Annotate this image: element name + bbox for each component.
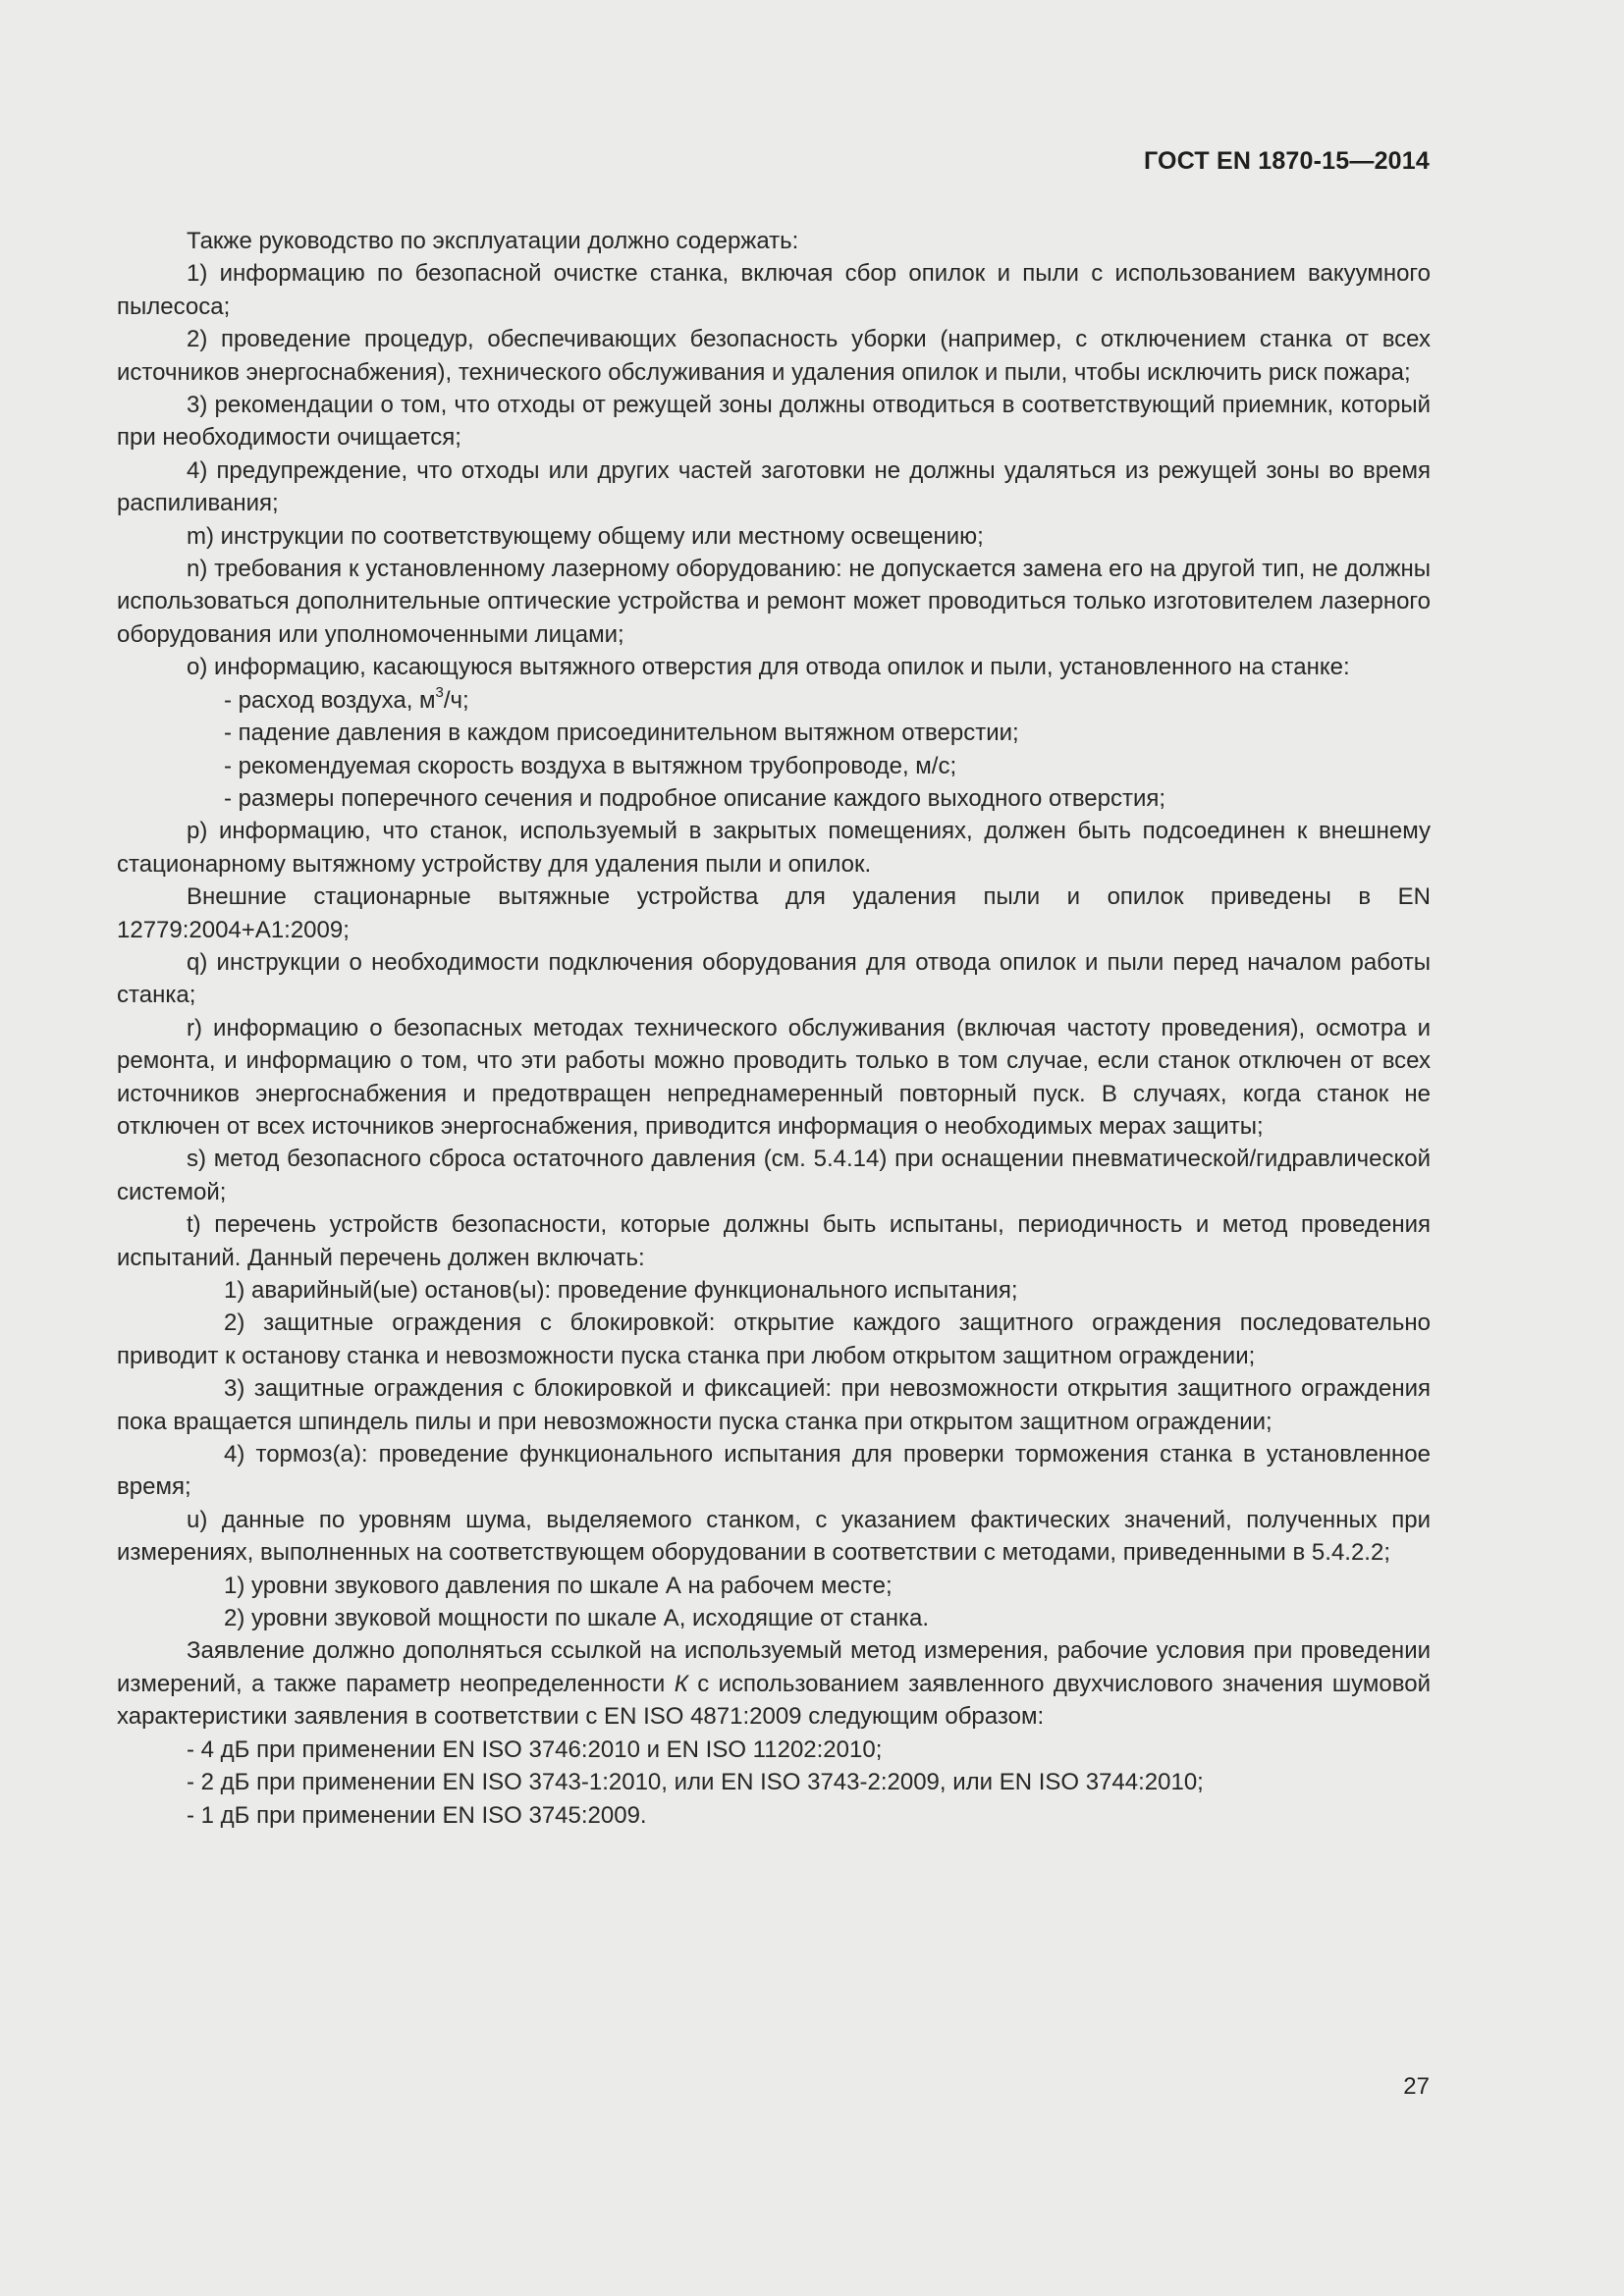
dash-item-air-speed: - рекомендуемая скорость воздуха в вытяжном трубопроводе, м/с; xyxy=(224,752,957,779)
document-body xyxy=(117,225,1431,1832)
sub-item-u2: 2) уровни звуковой мощности по шкале А, исходящие от станка. xyxy=(224,1605,929,1632)
list-item-2: 2) проведение процедур, обеспечивающих безопасность уборки (например, с отключением станка от всех источников энергоснабжения), технического обслуживания и удаления опилок и пыли, чтобы исключить риск пожара; xyxy=(117,326,1431,386)
list-item-3: 3) рекомендации о том, что отходы от режущей зоны должны отводиться в соответствующий приемник, который при необходимости очищается; xyxy=(117,392,1431,452)
list-item-u: u) данные по уровням шума, выделяемого станком, с указанием фактических значений, полученных при измерениях, выполненных на соответствующем оборудовании в соответствии с методами, приведенными в 5.4.2.2; xyxy=(117,1506,1431,1567)
sub-item-t2: 2) защитные ограждения с блокировкой: открытие каждого защитного ограждения последовательно приводит к останову станка и невозможности пуска станка при любом открытом защитном ограждении; xyxy=(117,1309,1431,1369)
list-item-s: s) метод безопасного сброса остаточного давления (см. 5.4.14) при оснащении пневматической/гидравлической системой; xyxy=(117,1146,1431,1205)
paragraph-intro: Также руководство по эксплуатации должно содержать: xyxy=(187,228,799,254)
sub-item-t4: 4) тормоз(а): проведение функционального испытания для проверки торможения станка в установленное время; xyxy=(117,1441,1431,1501)
sub-item-t1: 1) аварийный(ые) останов(ы): проведение функционального испытания; xyxy=(224,1277,1018,1304)
list-item-p: р) информацию, что станок, используемый в закрытых помещениях, должен быть подсоединен к внешнему стационарному вытяжному устройству для удаления пыли и опилок. xyxy=(117,818,1431,878)
uncertainty-item-4db: - 4 дБ при применении EN ISO 3746:2010 и EN ISO 11202:2010; xyxy=(187,1735,883,1763)
page-number: 27 xyxy=(1403,2073,1430,2100)
dash-item-pressure-drop: - падение давления в каждом присоединительном вытяжном отверстии; xyxy=(224,720,1019,747)
dash-item-air-flow-unit: /ч; xyxy=(443,686,469,714)
sub-item-t3: 3) защитные ограждения с блокировкой и фиксацией: при невозможности открытия защитного ограждения пока вращается шпиндель пилы и при невозможности пуска станка при открытом защитном ограждении; xyxy=(117,1375,1431,1435)
list-item-r: r) информацию о безопасных методах технического обслуживания (включая частоту проведения), осмотра и ремонта, и информацию о том, что эти работы можно проводить только в том случае, если станок отключен от всех источников энергоснабжения и предотвращен непреднамеренный повторный пуск. В случаях, когда станок не отключен от всех источников энергоснабжения, приводится информация о необходимых мерах защиты; xyxy=(117,1014,1431,1140)
declaration-text-b: с использованием заявленного двухчислового значения шумовой характеристики заявления в соответствии с EN ISO 4871:2009 следующим образом: xyxy=(117,1670,1431,1731)
uncertainty-item-1db: - 1 дБ при применении EN ISO 3745:2009. xyxy=(187,1801,647,1829)
list-item-t: t) перечень устройств безопасности, которые должны быть испытаны, периодичность и метод проведения испытаний. Данный перечень должен включать: xyxy=(117,1211,1431,1271)
uncertainty-item-2db: - 2 дБ при применении EN ISO 3743-1:2010, или EN ISO 3743-2:2009, или EN ISO 3744:2010; xyxy=(187,1769,1204,1796)
list-item-q: q) инструкции о необходимости подключения оборудования для отвода опилок и пыли перед началом работы станка; xyxy=(117,948,1431,1009)
list-item-o: о) информацию, касающуюся вытяжного отверстия для отвода опилок и пыли, установленного на станке: xyxy=(187,654,1350,681)
dash-item-cross-section: - размеры поперечного сечения и подробное описание каждого выходного отверстия; xyxy=(224,784,1166,812)
list-item-4: 4) предупреждение, что отходы или других частей заготовки не должны удаляться из режущей зоны во время распиливания; xyxy=(117,456,1431,517)
paragraph-declaration xyxy=(117,1634,1431,1733)
declaration-text-a: Заявление должно дополняться ссылкой на используемый метод измерения, рабочие условия при проведении измерений, а также параметр неопределенности xyxy=(117,1637,1431,1697)
superscript-3: 3 xyxy=(435,683,444,701)
document-header: ГОСТ EN 1870-15—2014 xyxy=(1144,147,1430,175)
list-item-1: 1) информацию по безопасной очистке станка, включая сбор опилок и пыли с использованием вакуумного пылесоса; xyxy=(117,260,1431,320)
dash-item-air-flow-text: - расход воздуха, м xyxy=(224,686,436,714)
list-item-m: m) инструкции по соответствующему общему или местному освещению; xyxy=(187,522,984,550)
list-item-n: n) требования к установленному лазерному оборудованию: не допускается замена его на другой тип, не должны использоваться дополнительные оптические устройства и ремонт может проводиться только изготовителем лазерного оборудования или уполномоченными лицами; xyxy=(117,556,1431,648)
paragraph-external-extraction: Внешние стационарные вытяжные устройства для удаления пыли и опилок приведены в EN 12779:2004+А1:2009; xyxy=(117,883,1431,943)
sub-item-u1: 1) уровни звукового давления по шкале А на рабочем месте; xyxy=(224,1572,893,1599)
dash-item-air-flow xyxy=(117,684,1431,717)
uncertainty-symbol-k: К xyxy=(674,1670,688,1697)
